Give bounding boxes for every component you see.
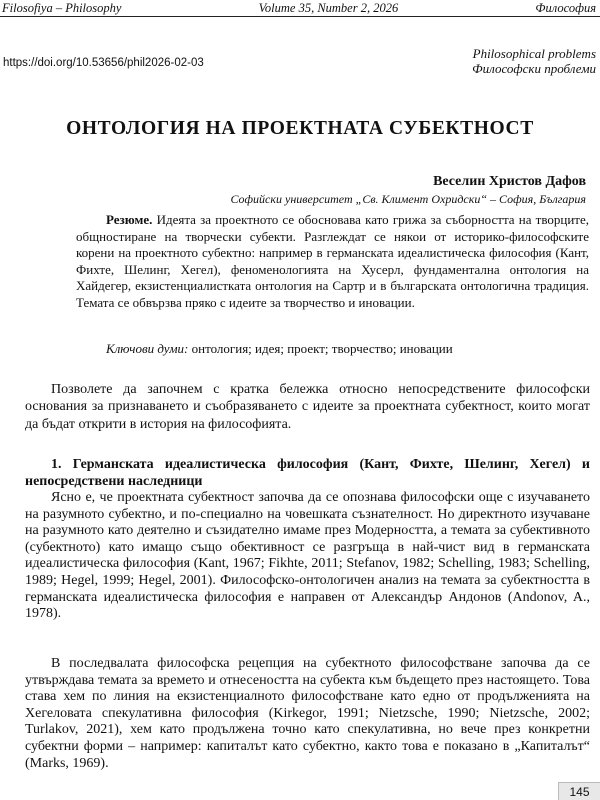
journal-section-en: Philosophical problems	[472, 46, 596, 61]
abstract-text: Идеята за проектното се обосновава като грижа за съборността на творците, общностиране на творчески субекти. Разглеждат се някои от историко-философските корени на проектното субектно: например в германската идеалистическа философия (Кант, Фихте, Шелинг, Хегел), феноменологията на Хусерл, фундаментална онтология на Хайдегер, екзистенциалистката онтология на Сартр и в българската онтологична традиция. Темата се обвързва пряко с идеите за творчество и иновации.	[76, 212, 589, 310]
journal-section-block	[472, 46, 596, 76]
intro-paragraph: Позволете да започнем с кратка бележка относно непосредствените философски основания за признаването и съобразяването с идеите за проектната субектност, които могат да бъдат открити в история на философията.	[25, 382, 590, 432]
running-head-volume: Volume 35, Number 2, 2026	[258, 1, 399, 15]
body-paragraph: Ясно е, че проектната субектност започва да се опознава философски още с изучаването на разумното субектно, и по-специално на човешката съзнателност. Но директното изучаване на разумното като деятелно и съзидателно имаме през Модерността, а темата за субективното (субектното) като имащо също обективност се разгръща в най-чист вид в германската идеалистическа философия (Kant, 1967; Fikhte, 2011; Stefanov, 1982; Schelling, 1983; Schelling, 1989; Hegel, 1999; Hegel, 2001). Философско-онтологичен анализ на темата за субектността в германската идеалистическа философия е направен от Александър Андонов (Andonov, A., 1978).	[25, 490, 590, 622]
running-head	[0, 0, 600, 17]
article-title: ОНТОЛОГИЯ НА ПРОЕКТНАТА СУБЕКТНОСТ	[66, 118, 534, 139]
abstract-label: Резюме.	[106, 212, 153, 227]
keywords	[76, 341, 589, 358]
author-affiliation: Софийски университет „Св. Климент Охридски“ – София, България	[230, 192, 586, 206]
journal-section-bg: Философски проблеми	[472, 61, 596, 76]
running-head-journal-bg: Философия	[535, 1, 596, 15]
keywords-text: онтология; идея; проект; творчество; иновации	[188, 341, 453, 356]
page-number: 145	[558, 782, 600, 800]
running-head-journal: Filosofiya – Philosophy	[2, 1, 122, 15]
body-paragraph: В последвалата философска рецепция на субектното философстване започва да се утвърждава темата за времето и отнесеността на субекта към бъдещето през настоящето. Това става хем по линия на екзистенциалното философстване като едно от продълженията на Хегеловата спекулативна философия (Kirkegor, 1991; Nietzsche, 1990; Nietzsche, 2002; Turlakov, 2021), хем като продължена точно като спекулативна, но вече през конкретни субектни форми – например: капиталът като субектно, както това е показано в „Капиталът“ (Marks, 1969).	[25, 656, 590, 771]
abstract	[76, 212, 589, 312]
keywords-label: Ключови думи:	[106, 341, 189, 356]
author-name: Веселин Христов Дафов	[433, 174, 586, 189]
section-heading: 1. Германската идеалистическа философия (Кант, Фихте, Шелинг, Хегел) и непосредствени наследници	[25, 457, 590, 489]
doi-link[interactable]: https://doi.org/10.53656/phil2026-02-03	[3, 57, 204, 69]
